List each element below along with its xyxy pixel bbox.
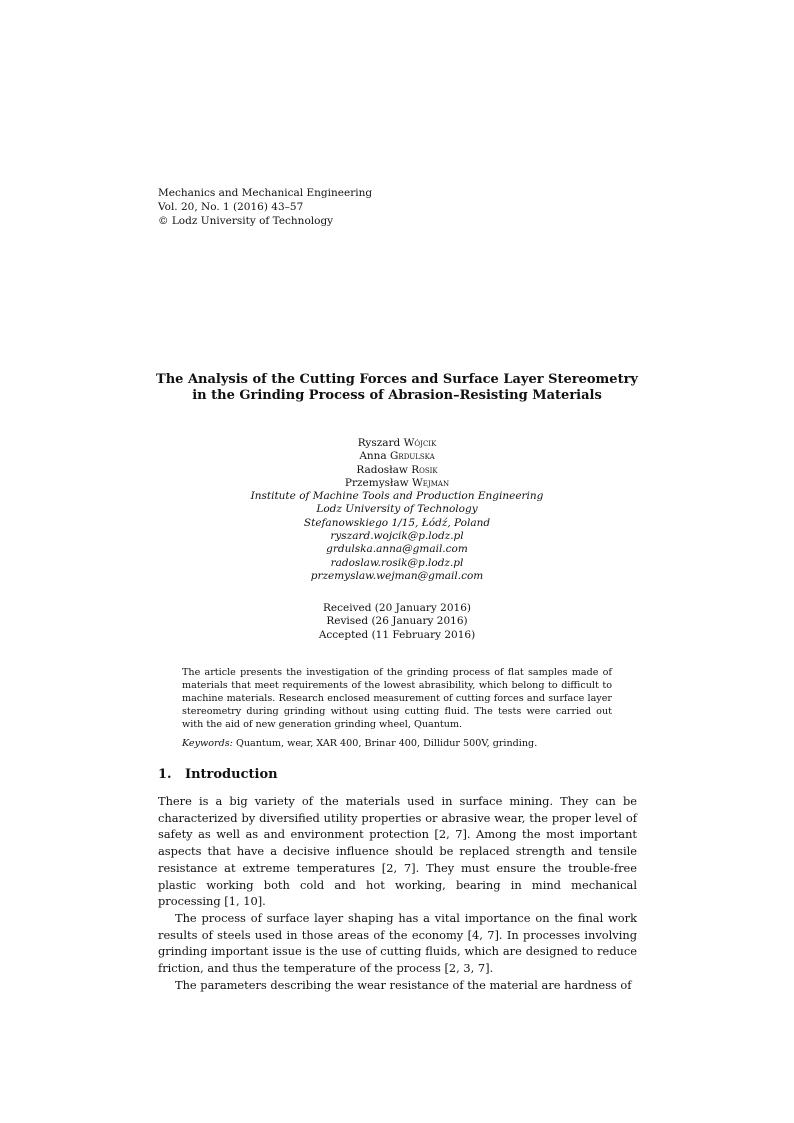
author-surname: Wejman: [412, 476, 450, 489]
journal-header: [158, 186, 372, 228]
publication-dates: [120, 602, 674, 642]
title-line-1: The Analysis of the Cutting Forces and Surface Layer Stereometry: [156, 372, 638, 387]
section-title: Introduction: [185, 767, 278, 782]
email-address[interactable]: radoslaw.rosik@p.lodz.pl: [330, 556, 464, 569]
paragraph: There is a big variety of the materials used in surface mining. They can be characterized by diversified utility properties or abrasive wear, the proper level of safety as well as and environment protection [2, 7]. Among the most important aspects that have a decisive influence should be replaced strength and tensile resistance at extreme temperatures [2, 7]. They must ensure the trouble-free plastic working both cold and hot working, bearing in mind mechanical processing [1, 10].: [158, 794, 637, 909]
author: Anna Grdulska: [359, 450, 435, 463]
journal-volume: Vol. 20, No. 1 (2016) 43–57: [158, 201, 304, 213]
received-date: Received (20 January 2016): [323, 602, 471, 614]
keywords-label: Keywords:: [182, 738, 233, 749]
keywords-list: Quantum, wear, XAR 400, Brinar 400, Dillidur 500V, grinding.: [235, 738, 538, 749]
author: Radosław Rosik: [356, 463, 438, 476]
section-heading: [158, 767, 278, 782]
email-address[interactable]: przemyslaw.wejman@gmail.com: [310, 569, 484, 582]
author-surname: Rosik: [411, 463, 438, 476]
author-block: [120, 437, 674, 583]
email-address[interactable]: grdulska.anna@gmail.com: [326, 543, 468, 556]
email-address[interactable]: ryszard.wojcik@p.lodz.pl: [330, 530, 464, 543]
title-line-2: in the Grinding Process of Abrasion–Resisting Materials: [192, 388, 602, 403]
affiliation-line: Institute of Machine Tools and Production Engineering: [250, 490, 544, 503]
section-number: 1.: [158, 767, 172, 782]
affiliation-line: Stefanowskiego 1/15, Łódź, Poland: [303, 516, 491, 529]
accepted-date: Accepted (11 February 2016): [318, 628, 476, 641]
paper-title: [120, 372, 674, 404]
author-surname: Wójcik: [403, 437, 437, 449]
author: Ryszard Wójcik: [357, 437, 437, 449]
journal-copyright: © Lodz University of Technology: [158, 215, 334, 227]
paragraph: The parameters describing the wear resistance of the material are hardness of: [175, 977, 632, 992]
body-text: [158, 793, 637, 993]
author-surname: Grdulska: [390, 450, 435, 463]
paragraph: The process of surface layer shaping has a vital importance on the final work results of steels used in those areas of the economy [4, 7]. In processes involving grinding important issue is the use of cutting fluids, which are designed to reduce friction, and thus the temperature of the process [2, 3, 7].: [158, 910, 637, 976]
revised-date: Revised (26 January 2016): [326, 615, 468, 628]
keywords: [182, 738, 612, 751]
author: Przemysław Wejman: [344, 476, 450, 489]
journal-name: Mechanics and Mechanical Engineering: [158, 187, 373, 199]
affiliation-line: Lodz University of Technology: [316, 503, 478, 516]
abstract: The article presents the investigation of the grinding process of flat samples made of materials that meet requirements of the lowest abrasibility, which belong to difficult to machine materials. Research enclosed measurement of cutting forces and surface layer stereometry during grinding without using cutting fluid. The tests were carried out with the aid of new generation grinding wheel, Quantum.: [182, 667, 612, 730]
